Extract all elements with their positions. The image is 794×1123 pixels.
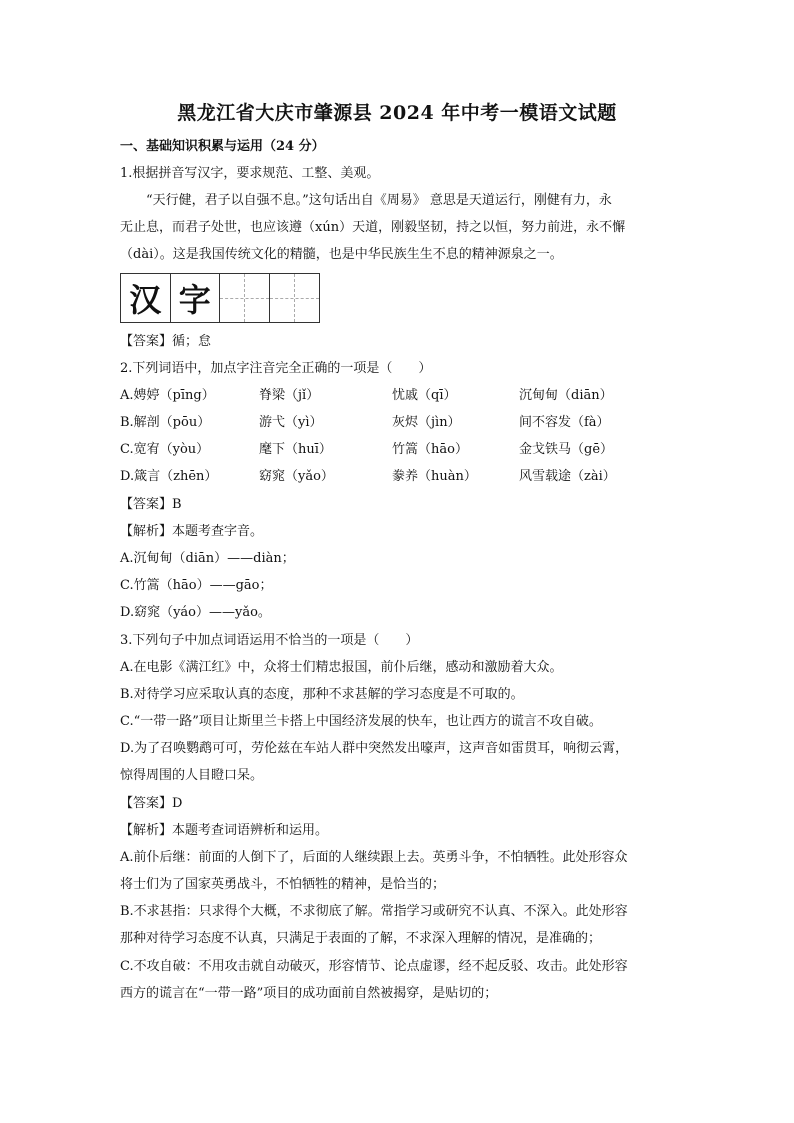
q2-note: D.窈窕（yáo）——yǎo。 [120, 605, 271, 620]
q2-option-cell: 窈窕（yǎo） [259, 469, 334, 484]
q2-option-cell: 忧戚（qī） [392, 388, 457, 403]
q1-stem: 1.根据拼音写汉字，要求规范、工整、美观。 [120, 166, 380, 181]
q3-explain-line: C.不攻自破：不用攻击就自动破灭，形容情节、论点虚谬，经不起反驳、攻击。此处形容 [120, 959, 628, 974]
q2-answer: 【答案】B [120, 497, 182, 512]
q2-option-cell: 豢养（huàn） [392, 469, 477, 484]
q2-note: C.竹篙（hāo）——gāo； [120, 578, 273, 593]
q3-explain-line: 那种对待学习态度不认真，只满足于表面的了解，不求深入理解的情况，是准确的； [120, 931, 602, 946]
q2-option-cell: C.宽宥（yòu） [120, 442, 210, 457]
q2-option-cell: 间不容发（fà） [519, 415, 610, 430]
q2-stem: 2.下列词语中，加点字注音完全正确的一项是（ ） [120, 361, 432, 376]
q3-stem: 3.下列句子中加点词语运用不恰当的一项是（ ） [120, 633, 419, 648]
q3-explain-line: 西方的谎言在“一带一路”项目的成功面前自然被揭穿，是贴切的； [120, 986, 498, 1001]
page-title: 黑龙江省大庆市肇源县 2024 年中考一模语文试题 [177, 102, 617, 124]
q2-option-cell: 沉甸甸（diān） [519, 388, 613, 403]
q2-option-cell: B.解剖（pōu） [120, 415, 211, 430]
q1-passage-line: （dài）。这是我国传统文化的精髓，也是中华民族生生不息的精神源泉之一。 [120, 247, 563, 262]
q3-explain-line: A.前仆后继：前面的人倒下了，后面的人继续跟上去。英勇斗争，不怕牺牲。此处形容众 [120, 850, 628, 865]
q2-note: A.沉甸甸（diān）——diàn； [120, 551, 295, 566]
q2-analysis: 【解析】本题考查字音。 [120, 524, 264, 539]
q3-option: 惊得周围的人目瞪口呆。 [120, 768, 264, 783]
q3-explain-line: B.不求甚指：只求得个大概，不求彻底了解。常指学习或研究不认真、不深入。此处形容 [120, 904, 628, 919]
grid-cell [220, 274, 270, 322]
q3-answer: 【答案】D [120, 796, 183, 811]
q2-option-cell: 麾下（huī） [259, 442, 332, 457]
q3-option: D.为了召唤鹦鹉可可，劳伦兹在车站人群中突然发出嚎声，这声音如雷贯耳，响彻云霄， [120, 741, 629, 756]
tianzige-grid [120, 273, 320, 323]
q2-option-cell: 金戈铁马（gē） [519, 442, 614, 457]
q3-option: A.在电影《满江红》中，众将士们精忠报国，前仆后继，感动和激励着大众。 [120, 660, 563, 675]
q2-option-cell: 脊梁（jǐ） [259, 388, 320, 403]
q1-answer: 【答案】循；怠 [120, 334, 212, 349]
grid-cell: 汉 [121, 274, 171, 322]
q2-option-cell: A.娉婷（pīng） [120, 388, 215, 403]
q2-option-cell: D.箴言（zhēn） [120, 469, 218, 484]
q2-option-cell: 游弋（yì） [259, 415, 323, 430]
q3-analysis: 【解析】本题考查词语辨析和运用。 [120, 823, 329, 838]
grid-cell [270, 274, 320, 322]
q3-option: B.对待学习应采取认真的态度，那种不求甚解的学习态度是不可取的。 [120, 687, 524, 702]
q2-option-cell: 灰烬（jìn） [392, 415, 461, 430]
q2-option-cell: 竹篙（hāo） [392, 442, 468, 457]
q1-passage-line: “天行健，君子以自强不息。”这句话出自《周易》 意思是天道运行，刚健有力，永 [146, 193, 612, 208]
q3-option: C.“一带一路”项目让斯里兰卡搭上中国经济发展的快车，也让西方的谎言不攻自破。 [120, 714, 602, 729]
q2-option-cell: 风雪载途（zài） [519, 469, 616, 484]
section-heading: 一、基础知识积累与运用（24 分） [120, 139, 325, 154]
q3-explain-line: 将士们为了国家英勇战斗，不怕牺牲的精神，是恰当的； [120, 877, 446, 892]
grid-cell: 字 [171, 274, 221, 322]
q1-passage-line: 无止息，而君子处世，也应该遵（xún）天道，刚毅坚韧，持之以恒，努力前进，永不懈 [120, 220, 626, 235]
